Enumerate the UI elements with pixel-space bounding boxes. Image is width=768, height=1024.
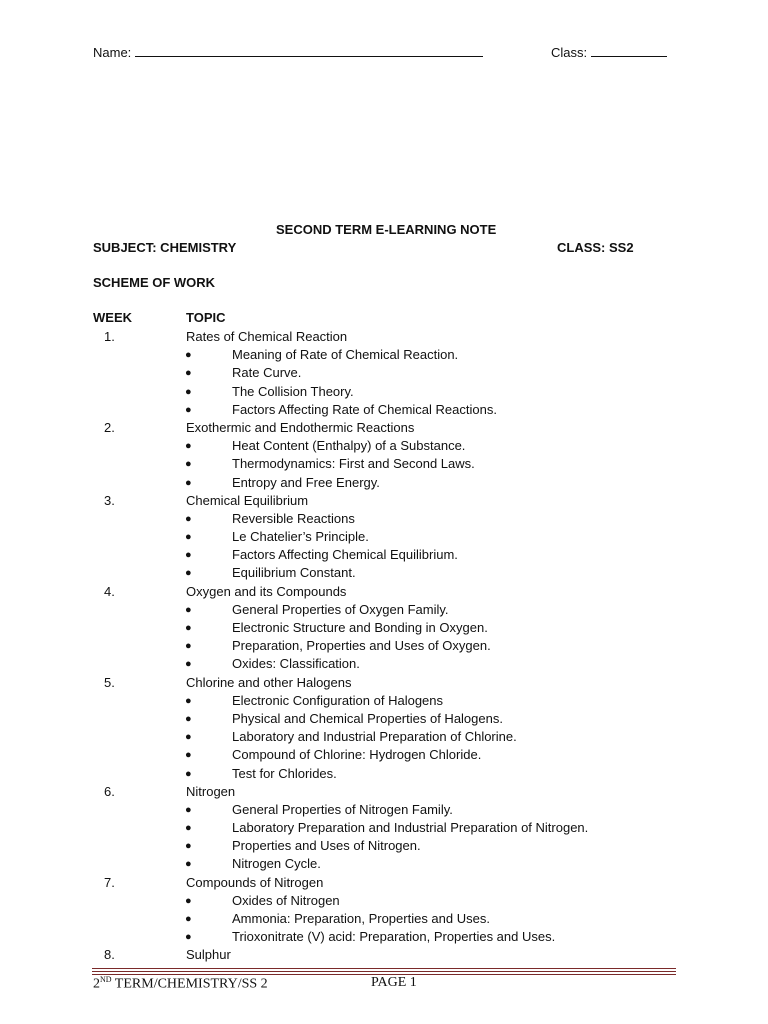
week-number: 6. <box>104 783 115 799</box>
bullet-icon: ● <box>185 458 192 471</box>
bullet-icon: ● <box>185 531 192 544</box>
week-topic: Nitrogen <box>186 783 236 799</box>
subtopic-item <box>0 855 768 873</box>
week-row <box>0 583 768 601</box>
week-number: 5. <box>104 674 115 690</box>
week-number: 7. <box>104 874 115 890</box>
bullet-icon: ● <box>185 385 192 398</box>
subtopic-item <box>0 455 768 473</box>
class-label: Class: <box>551 45 588 60</box>
subtopic-item <box>0 655 768 673</box>
bullet-icon: ● <box>185 549 192 562</box>
bullet-icon: ● <box>185 822 192 835</box>
week-row <box>0 328 768 346</box>
subtopic-text: Nitrogen Cycle. <box>232 856 321 872</box>
subtopic-item <box>0 383 768 401</box>
footer-page-number: PAGE 1 <box>371 975 417 990</box>
document-title: SECOND TERM E-LEARNING NOTE <box>276 222 497 237</box>
week-topic: Compounds of Nitrogen <box>186 874 324 890</box>
subtopic-text: Factors Affecting Rate of Chemical Reactions. <box>232 401 497 417</box>
subtopic-item <box>0 692 768 710</box>
bullet-icon: ● <box>185 931 192 944</box>
subtopic-text: Rate Curve. <box>232 365 302 381</box>
bullet-icon: ● <box>185 894 192 907</box>
subtopic-item <box>0 528 768 546</box>
subtopic-item <box>0 346 768 364</box>
subtopic-text: Laboratory and Industrial Preparation of Chlorine. <box>232 729 517 745</box>
bullet-icon: ● <box>185 840 192 853</box>
bullet-icon: ● <box>185 731 192 744</box>
subtopic-item <box>0 564 768 582</box>
subtopic-item <box>0 510 768 528</box>
bullet-icon: ● <box>185 712 192 725</box>
subtopic-text: Trioxonitrate (V) acid: Preparation, Properties and Uses. <box>232 929 556 945</box>
subtopic-item <box>0 437 768 455</box>
subtopic-item <box>0 474 768 492</box>
week-topic: Exothermic and Endothermic Reactions <box>186 419 415 435</box>
bullet-icon: ● <box>185 512 192 525</box>
bullet-icon: ● <box>185 440 192 453</box>
subtopic-item <box>0 892 768 910</box>
name-blank-line <box>135 44 483 57</box>
bullet-icon: ● <box>185 858 192 871</box>
subtopic-text: Meaning of Rate of Chemical Reaction. <box>232 347 459 363</box>
week-number: 3. <box>104 492 115 508</box>
subtopic-item <box>0 401 768 419</box>
bullet-icon: ● <box>185 403 192 416</box>
subtopic-text: Electronic Configuration of Halogens <box>232 692 444 708</box>
bullet-icon: ● <box>185 603 192 616</box>
class-field <box>551 44 667 60</box>
bullet-icon: ● <box>185 658 192 671</box>
bullet-icon: ● <box>185 767 192 780</box>
subtopic-text: Laboratory Preparation and Industrial Preparation of Nitrogen. <box>232 820 589 836</box>
week-number: 1. <box>104 329 115 344</box>
bullet-icon: ● <box>185 367 192 380</box>
subtopic-text: Test for Chlorides. <box>232 765 337 781</box>
bullet-icon: ● <box>185 749 192 762</box>
subtopic-text: General Properties of Nitrogen Family. <box>232 801 453 817</box>
subtopic-text: Properties and Uses of Nitrogen. <box>232 838 421 854</box>
subtopic-item <box>0 819 768 837</box>
subtopic-item <box>0 601 768 619</box>
subtopic-item <box>0 837 768 855</box>
subtopic-text: Physical and Chemical Properties of Halogens. <box>232 710 503 726</box>
subtopic-item <box>0 928 768 946</box>
subtopic-item <box>0 910 768 928</box>
bullet-icon: ● <box>185 567 192 580</box>
subtopic-text: General Properties of Oxygen Family. <box>232 601 449 617</box>
subtopic-text: Oxides: Classification. <box>232 656 360 672</box>
bullet-icon: ● <box>185 803 192 816</box>
subtopic-text: Reversible Reactions <box>232 510 355 526</box>
subtopic-text: Oxides of Nitrogen <box>232 892 340 908</box>
subtopic-text: The Collision Theory. <box>232 383 354 399</box>
bullet-icon: ● <box>185 913 192 925</box>
subtopic-text: Heat Content (Enthalpy) of a Substance. <box>232 438 466 454</box>
subtopic-item <box>0 619 768 637</box>
class-value: CLASS: SS2 <box>557 240 634 255</box>
scheme-heading: SCHEME OF WORK <box>93 275 216 290</box>
week-row <box>0 874 768 892</box>
week-number: 2. <box>104 419 115 435</box>
week-number: 8. <box>104 947 115 963</box>
subtopic-item <box>0 765 768 783</box>
footer-term: 2ND TERM/CHEMISTRY/SS 2 <box>93 975 268 992</box>
week-row <box>0 946 768 964</box>
subtopic-text: Ammonia: Preparation, Properties and Uses. <box>232 911 490 926</box>
subtopic-item <box>0 637 768 655</box>
bullet-icon: ● <box>185 349 192 362</box>
week-row <box>0 492 768 510</box>
week-topic: Chemical Equilibrium <box>186 492 309 508</box>
week-row <box>0 419 768 437</box>
subtopic-item <box>0 801 768 819</box>
bullet-icon: ● <box>185 476 192 489</box>
week-topic: Oxygen and its Compounds <box>186 583 347 599</box>
class-blank-line <box>591 44 667 57</box>
week-row <box>0 674 768 692</box>
subtopic-text: Electronic Structure and Bonding in Oxygen. <box>232 620 488 635</box>
name-label: Name: <box>93 45 132 60</box>
bullet-icon: ● <box>185 694 192 707</box>
subject-label: SUBJECT: CHEMISTRY <box>93 240 237 255</box>
week-row <box>0 783 768 801</box>
week-topic: Rates of Chemical Reaction <box>186 329 348 344</box>
subtopic-text: Equilibrium Constant. <box>232 565 356 581</box>
subtopic-text: Thermodynamics: First and Second Laws. <box>232 456 475 472</box>
subtopic-text: Factors Affecting Chemical Equilibrium. <box>232 547 458 563</box>
name-field <box>93 44 483 60</box>
subtopic-text: Le Chatelier’s Principle. <box>232 529 369 545</box>
week-topic: Chlorine and other Halogens <box>186 674 352 690</box>
subtopic-item <box>0 546 768 564</box>
scheme-of-work-list <box>0 328 768 965</box>
subtopic-item <box>0 746 768 764</box>
bullet-icon: ● <box>185 640 192 653</box>
topic-column-header: TOPIC <box>186 310 226 325</box>
week-topic: Sulphur <box>186 947 231 963</box>
week-column-header: WEEK <box>93 310 132 325</box>
week-number: 4. <box>104 583 115 599</box>
subtopic-text: Compound of Chlorine: Hydrogen Chloride. <box>232 747 482 763</box>
bullet-icon: ● <box>185 622 192 634</box>
subtopic-item <box>0 364 768 382</box>
subtopic-text: Entropy and Free Energy. <box>232 474 380 490</box>
subtopic-text: Preparation, Properties and Uses of Oxygen. <box>232 638 491 654</box>
subtopic-item <box>0 728 768 746</box>
subtopic-item <box>0 710 768 728</box>
